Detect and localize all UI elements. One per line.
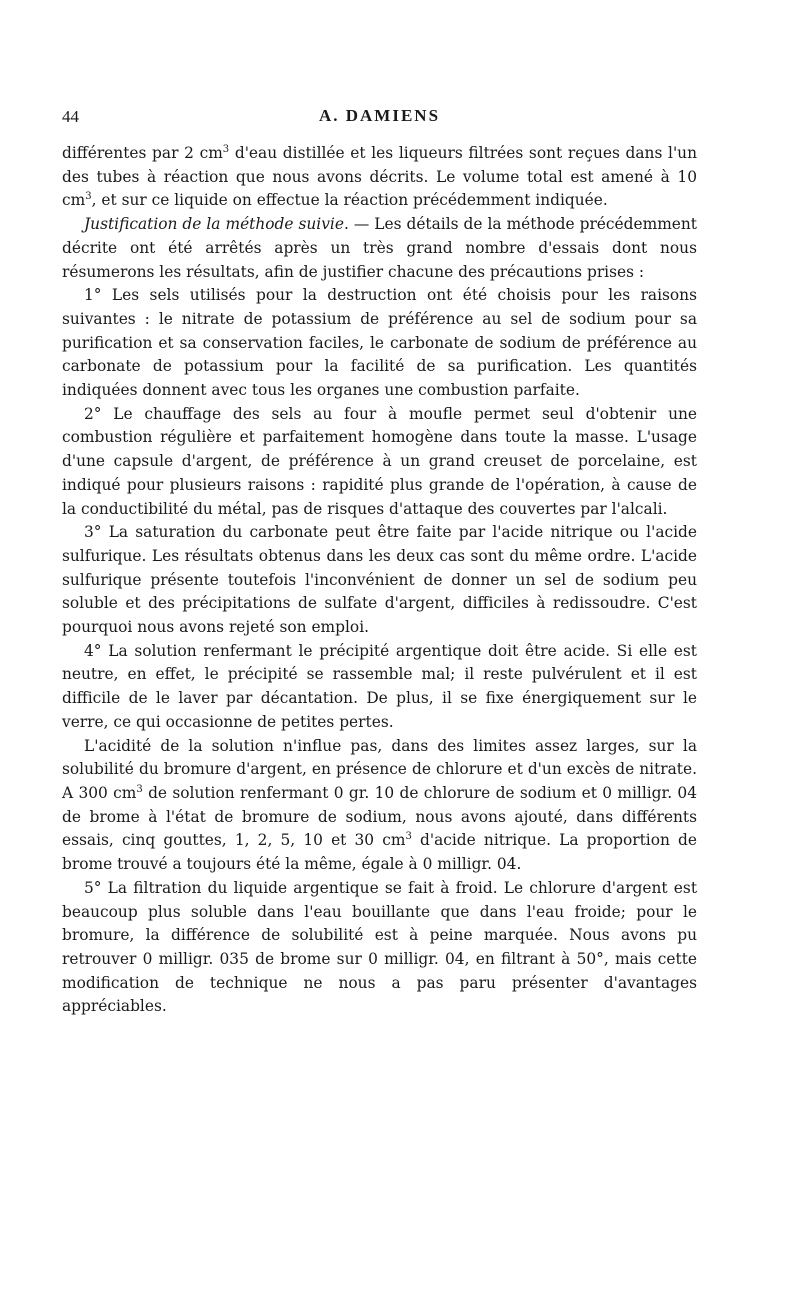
running-head bbox=[62, 104, 697, 132]
text-run: 3° La saturation du carbonate peut être faite par l'acide nitrique ou l'acide sulfurique. Les résultats obtenus dans les deux cas sont du même ordre. L'acide sulfurique présente toutefois l'inconvénient de donner un sel de sodium peu soluble et des précipitations de sulfate d'argent, difficiles à redissoudre. C'est pourquoi nous avons rejeté son emploi. bbox=[62, 523, 697, 637]
text-run: de solution renfermant 0 gr. 10 de chlorure de sodium et 0 milligr. 04 de brome à l'état de bromure de sodium, nous avons ajouté, dans différents essais, cinq gouttes, 1, 2, 5, 10 et 30 cm bbox=[62, 783, 697, 850]
superscript: 3 bbox=[222, 143, 230, 155]
text-run: 4° La solution renfermant le précipité argentique doit être acide. Si elle est neutre, en effet, le précipité se rassemble mal; il reste pulvérulent et il est difficile de le laver par décantation. De plus, il se fixe énergiquement sur le verre, ce qui occasionne de petites pertes. bbox=[62, 641, 697, 731]
paragraph bbox=[62, 213, 697, 284]
text-run: d'eau distillée et les liqueurs filtrées sont reçues dans l'un des tubes à réaction que nous avons décrits. Le volume total est amené à 10 cm bbox=[62, 144, 698, 210]
text-run: d'acide nitrique. La proportion de brome trouvé a toujours été la même, égale à 0 milligr. 04. bbox=[62, 831, 697, 874]
text-run: différentes par 2 cm bbox=[62, 144, 223, 162]
text-run: 1° Les sels utilisés pour la destruction ont été choisis pour les raisons suivantes : le nitrate de potassium de préférence au sel de sodium pour sa purification et sa conservation faciles, le carbonate de sodium de préférence au carbonate de potassium pour la facilité de sa purification. Les quantités indiquées donnent avec tous les organes une combustion parfaite. bbox=[62, 286, 697, 400]
paragraph bbox=[62, 735, 697, 877]
text-run: — Les détails de la méthode précédemment décrite ont été arrêtés après un très grand nombre d'essais dont nous résumerons les résultats, afin de justifier chacune des précautions prises : bbox=[62, 215, 697, 281]
paragraph bbox=[62, 284, 697, 403]
running-title: A. DAMIENS bbox=[318, 106, 441, 125]
paragraph bbox=[62, 142, 697, 213]
page-number: 44 bbox=[62, 107, 79, 126]
superscript: 3 bbox=[405, 831, 412, 843]
paragraph bbox=[62, 521, 697, 640]
section-heading-italic: Justification de la méthode suivie. bbox=[84, 215, 349, 234]
paragraph bbox=[62, 640, 697, 735]
page bbox=[62, 104, 697, 1019]
paragraph bbox=[62, 403, 697, 522]
superscript: 3 bbox=[136, 783, 143, 795]
paragraph bbox=[62, 877, 697, 1019]
text-run: L'acidité de la solution n'influe pas, dans des limites assez larges, sur la solubilité du bromure d'argent, en présence de chlorure et d'un excès de nitrate. A 300 cm bbox=[62, 736, 697, 802]
text-run: , et sur ce liquide on effectue la réaction précédemment indiquée. bbox=[91, 191, 608, 210]
body-text bbox=[62, 142, 697, 1019]
text-run: 5° La filtration du liquide argentique se fait à froid. Le chlorure d'argent est beaucoup plus soluble dans l'eau bouillante que dans l'eau froide; pour le bromure, la différence de solubilité est à peine marquée. Nous avons pu retrouver 0 milligr. 035 de brome sur 0 milligr. 04, en filtrant à 50°, mais cette modification de technique ne nous a pas paru présenter d'avantages appréciables. bbox=[62, 878, 697, 1016]
text-run: 2° Le chauffage des sels au four à moufle permet seul d'obtenir une combustion régulière et parfaitement homogène dans toute la masse. L'usage d'une capsule d'argent, de préférence à un grand creuset de porcelaine, est indiqué pour plusieurs raisons : rapidité plus grande de l'opération, à cause de la conductibilité du métal, pas de risques d'attaque des couvertes par l'alcali. bbox=[62, 404, 697, 518]
superscript: 3 bbox=[85, 191, 92, 203]
